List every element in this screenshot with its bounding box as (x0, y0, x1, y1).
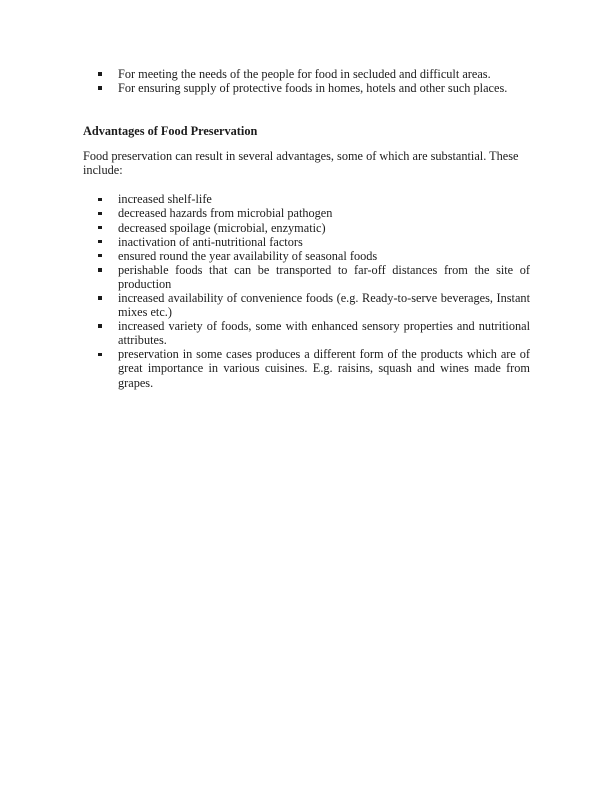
list-item (83, 81, 530, 95)
list-item (83, 192, 530, 206)
list-item-text: decreased hazards from microbial pathogen (118, 206, 333, 221)
bullet-icon (98, 86, 102, 90)
intro-paragraph: Food preservation can result in several advantages, some of which are substantial. These include: (83, 148, 519, 177)
list-item-text: preservation in some cases produces a different form of the products which are of great importance in various cuisines. E.g. raisins, squash and wines made from grapes. (118, 347, 530, 390)
list-item-text: perishable foods that can be transported to far-off distances from the site of production (118, 262, 530, 291)
advantages-bullet-list (83, 192, 530, 389)
section-heading: Advantages of Food Preservation (83, 123, 258, 138)
page-content (83, 67, 530, 390)
bullet-icon (98, 72, 102, 76)
list-item-text: increased variety of foods, some with enhanced sensory properties and nutritional attributes. (118, 319, 530, 348)
list-item (83, 249, 530, 263)
bullet-icon (98, 212, 102, 216)
bullet-icon (98, 324, 102, 328)
list-item (83, 291, 530, 319)
list-item (83, 235, 530, 249)
bullet-icon (98, 240, 102, 244)
list-item-text: increased shelf-life (118, 192, 212, 207)
list-item-text: inactivation of anti-nutritional factors (118, 234, 303, 249)
list-item (83, 221, 530, 235)
list-item (83, 206, 530, 220)
bullet-icon (98, 254, 102, 258)
list-item-text: For ensuring supply of protective foods in homes, hotels and other such places. (118, 81, 508, 96)
bullet-icon (98, 296, 102, 300)
bullet-icon (98, 226, 102, 230)
list-item (83, 67, 530, 81)
list-item (83, 347, 530, 389)
list-item-text: For meeting the needs of the people for food in secluded and difficult areas. (118, 67, 491, 81)
bullet-icon (98, 268, 102, 272)
list-item (83, 263, 530, 291)
list-item (83, 319, 530, 347)
bullet-icon (98, 198, 102, 202)
list-item-text: ensured round the year availability of seasonal foods (118, 248, 378, 263)
list-item-text: increased availability of convenience foods (e.g. Ready-to-serve beverages, Instant mixes etc.) (118, 291, 530, 320)
intro-bullet-list (83, 67, 530, 95)
bullet-icon (98, 353, 102, 357)
list-item-text: decreased spoilage (microbial, enzymatic) (118, 220, 326, 235)
